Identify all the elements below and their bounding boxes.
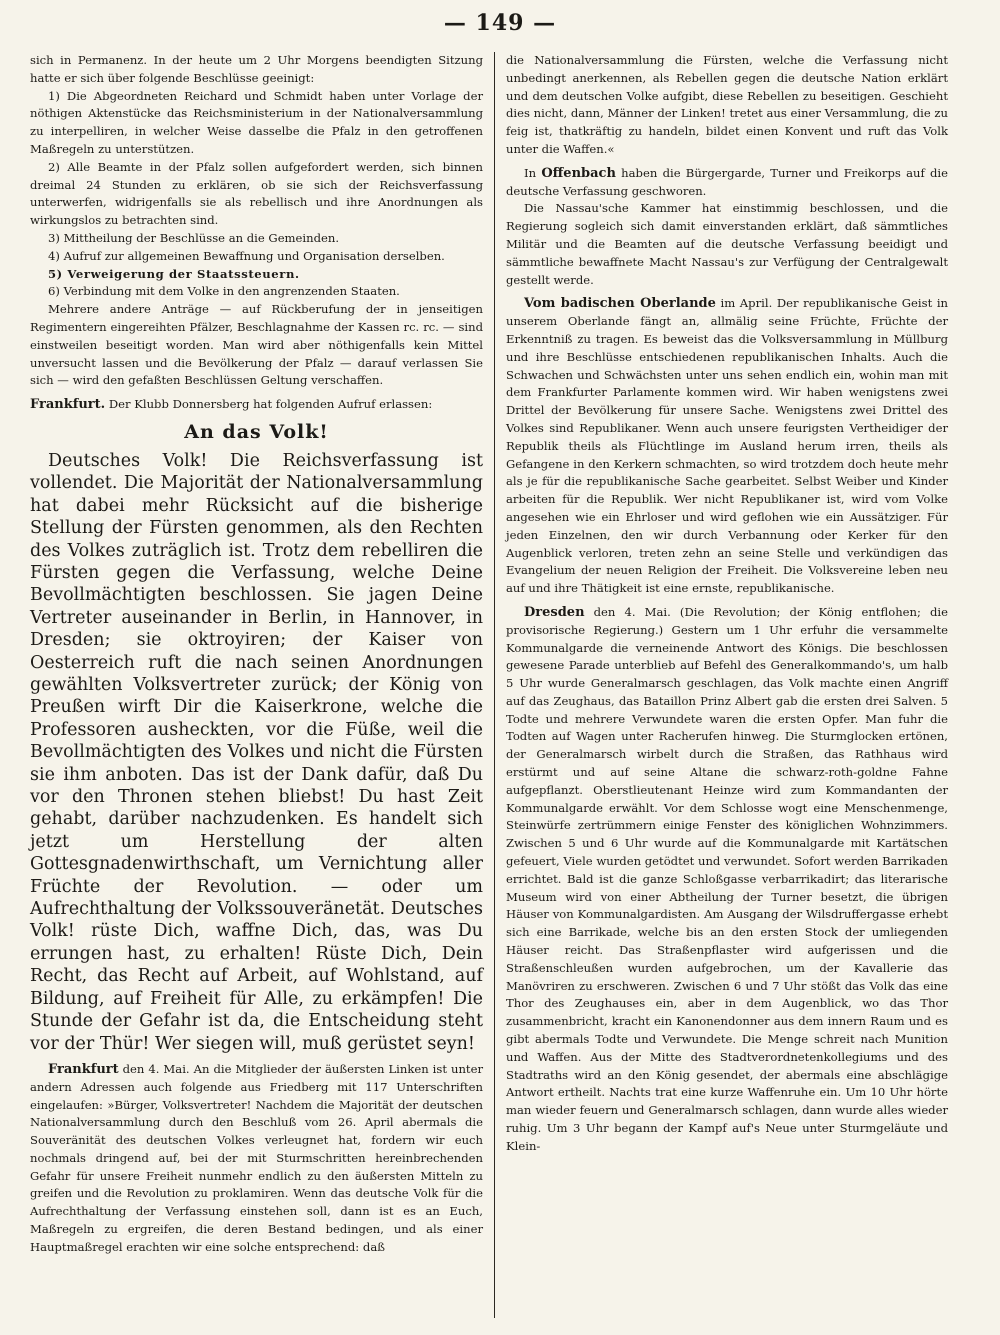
article-paragraph: die Nationalversammlung die Fürsten, welche die Verfassung nicht unbedingt anerkennen, als Rebellen gegen die deutsche Nation erklärt und dem deutschen Volke aufgibt, diese Rebellen zu beseitigen. Geschieht dies nicht, dann, Männer der Linken! tretet aus einer Versammlung, die zu feig ist, thatkräftig zu handeln, bildet einen Konvent und ruft das Volk unter die Waffen.« (506, 53, 948, 156)
article-dresden (506, 604, 948, 1156)
article-paragraph: sich in Permanenz. In der heute um 2 Uhr Morgens beendigten Sitzung hatte er sich über folgende Beschlüsse geeinigt: (30, 53, 483, 85)
dateline-dresden: Dresden (524, 604, 585, 620)
resolution-item: 6) Verbindung mit dem Volke in den angrenzenden Staaten. (48, 284, 400, 299)
resolution-item: 4) Aufruf zur allgemeinen Bewaffnung und Organisation derselben. (48, 248, 445, 263)
appeal-text: Deutsches Volk! Die Reichsverfassung ist vollendet. Die Majorität der Nationalversammlung hat dabei mehr Rücksicht auf die bisherige Stellung der Fürsten genommen, als den Rechten des Volkes zuträglich ist. Trotz dem rebelliren die Fürsten gegen die Verfassung, welche Deine Bevollmächtigten beschlossen. Sie jagen Deine Vertreter auseinander in Berlin, in Hannover, in Dresden; sie oktroyiren; der Kaiser von Oesterreich ruft die nach seinen Anordnungen gewählten Volksvertreter zurück; der König von Preußen wirft Dir die Kaiserkrone, welche die Professoren ausheckten, vor die Füße, weil die Bevollmächtigten des Volkes und nicht die Fürsten sie ihm anboten. Das ist der Dank dafür, daß Du vor den Thronen stehen bliebst! Du hast Zeit gehabt, darüber nachzudenken. Es handelt sich jetzt um Herstellung der alten Gottesgnadenwirthschaft, um Vernichtung aller Früchte der Revolution. — oder um Aufrechthaltung der Volkssouveränetät. Deutsches Volk! rüste Dich, waffne Dich, das, was Du errungen hast, zu erhalten! Rüste Dich, Dein Recht, das Recht auf Arbeit, auf Wohlstand, auf Bildung, auf Freiheit für Alle, zu erkämpfen! Die Stunde der Gefahr ist da, die Entscheidung steht vor der Thür! Wer siegen will, muß gerüstet seyn! (30, 450, 483, 1054)
article-baden (506, 295, 948, 598)
dateline-baden: Vom badischen Oberlande (524, 296, 716, 312)
article-frankfurt-may (30, 1061, 483, 1257)
article-frankfurt-club (30, 396, 483, 414)
article-text: im April. Der republikanische Geist in unserem Oberlande fängt an, allmälig seine Früchte, Früchte der Erkenntniß zu tragen. Es beweist das die Volksversammlung in Müllburg und ihre Beschlüsse entschiedenen republikanischen Inhalts. Auch die Schwachen und Schwächsten unter uns sehen endlich ein, wohin man mit dem Frankfurter Parlamente kommen wird. Wir haben wenigstens zwei Drittel der Bevölkerung für unsere Sache. Wenigstens zwei Drittel des Volkes sind Republikaner. Wenn auch unsere feurigsten Vertheidiger der Republik theils als Flüchtlinge im Ausland herum irren, theils als Gefangene in den Kerkern schmachten, so wird trotzdem doch heute mehr als je für die republikanische Sache gearbeitet. Selbst Weiber und Kinder arbeiten für die Republik. Wer nicht Republikaner ist, wird vom Volke angesehen wie ein Ehrloser und wird geflohen wie ein Aussätziger. Für jeden Einzelnen, den wir durch Verbannung oder Kerker für den Augenblick verloren, treten zehn an seine Stelle und verkündigen das Evangelium der neuen Religion der Freiheit. Die Volksvereine leben neu auf und ihre Thätigkeit ist eine ernste, republikanische. (506, 296, 949, 596)
resolution-item: 1) Die Abgeordneten Reichard und Schmidt haben unter Vorlage der nöthigen Aktenstücke das Reichsministerium in der Nationalversammlung zu interpelliren, in welcher Weise dasselbe die Pfalz in den getroffenen Maßregeln zu unterstützen. (30, 88, 483, 156)
left-column (30, 52, 483, 1257)
article-text: In (524, 165, 542, 180)
dateline-frankfurt: Frankfurt (48, 1061, 119, 1077)
right-column (506, 52, 948, 1156)
page-number: — 149 — (443, 10, 557, 36)
resolution-item: 5) Verweigerung der Staatssteuern. (48, 266, 300, 281)
article-nassau: Die Nassau'sche Kammer hat einstimmig beschlossen, und die Regierung sogleich sich damit einverstanden erklärt, daß sämmtliches Militär und die Beamten auf die deutsche Verfassung beeidigt und sämmtliche bewaffnete Macht Nassau's zur Verfügung der Centralgewalt gestellt werde. (506, 201, 948, 287)
resolution-item: 2) Alle Beamte in der Pfalz sollen aufgefordert werden, sich binnen dreimal 24 Stunden zu erklären, ob sie sich der Reichsverfassung unterwerfen, widrigenfalls sie als rebellisch und ihre Anordnungen als wirkungslos zu betrachten sind. (30, 159, 483, 228)
article-text: haben die Bürgergarde, Turner und Freikorps auf die deutsche Verfassung geschworen. (506, 165, 948, 198)
dateline-offenbach: Offenbach (541, 165, 616, 181)
article-text: den 4. Mai. (Die Revolution; der König entflohen; die provisorische Regierung.) Gestern um 1 Uhr erfuhr die versammelte Kommunalgarde die verneinende Antwort des Königs. Die beschlossen gewesene Parade unterblieb auf Befehl des Generalkommando's, um halb 5 Uhr wurde Generalmarsch geschlagen, das Volk machte einen Angriff auf das Zeughaus, das Bataillon Prinz Albert gab die ersten drei Salven. 5 Todte und mehrere Verwundete waren die ersten Opfer. Man fuhr die Todten auf Wagen unter Racherufen hinweg. Die Sturmglocken ertönen, der Generalmarsch wirbelt durch die Straßen, das Rathhaus wird erstürmt und auf seine Altane die schwarz-roth-goldne Fahne aufgepflanzt. Oberstlieutenant Heinze wird zum Kommandanten der Kommunalgarde erwählt. Vor dem Schlosse wogt eine Menschenmenge, Steinwürfe zertrümmern einige Fenster des königlichen Wohnzimmers. Zwischen 5 und 6 Uhr wurde auf die Kommunalgarde mit Kartätschen gefeuert, Viele wurden getödtet und verwundet. Sofort werden Barrikaden errichtet. Bald ist die ganze Schloßgasse verbarrikadirt; das literarische Museum wird von einer Abtheilung der Turner besetzt, die übrigen Häuser von Kommunalgardisten. Am Ausgang der Wilsdruffergasse erhebt sich eine Barrikade, welche bis an den ersten Stock der umliegenden Häuser reicht. Das Straßenpflaster wird aufgerissen und die Straßenschleußen wurden aufgebrochen, um der Kavallerie das Manövriren zu erschweren. Zwischen 6 und 7 Uhr stößt das Volk das eine Thor des Zeughauses ein, aber in dem Augenblick, wo das Thor zusammenbricht, kracht ein Kanonendonner aus dem innern Raum und es gibt abermals Todte und Verwundete. Die Menge schreit nach Munition und Waffen. Aus der Mitte des Stadtverordnetenkollegiums und des Stadtraths wird an den König gesendet, der abermals eine abschlägige Antwort ertheilt. Nachts trat eine kurze Waffenruhe ein. Um 10 Uhr hörte man wieder feuern und Generalmarsch schlagen, dann wurde alles wieder ruhig. Um 3 Uhr begann der Kampf auf's Neue unter Sturmgeläute und Klein- (506, 604, 948, 1153)
article-paragraph: Mehrere andere Anträge — auf Rückberufung der in jenseitigen Regimentern eingereihten Pfälzer, Beschlagnahme der Kassen rc. rc. — sind einstweilen beseitigt worden. Man wird aber nöthigenfalls kein Mittel unversucht lassen und die Bevölkerung der Pfalz — darauf verlassen Sie sich — wird den gefaßten Beschlüssen Geltung verschaffen. (30, 302, 483, 388)
article-offenbach (506, 165, 948, 201)
appeal-title: An das Volk! (184, 420, 329, 443)
column-divider (494, 52, 495, 1318)
article-text: den 4. Mai. An die Mitglieder der äußersten Linken ist unter andern Adressen auch folgende aus Friedberg mit 117 Unterschriften eingelaufen: »Bürger, Volksvertreter! Nachdem die Majorität der deutschen Nationalversammlung durch den Beschluß vom 26. April abermals die Souveränität des deutschen Volkes verleugnet hat, fordern wir euch nochmals dringend auf, bei der mit Sturmschritten hereinbrechenden Gefahr für unsere Freiheit nunmehr endlich zu den äußersten Mitteln zu greifen und die Revolution zu proklamiren. Wenn das deutsche Volk für die Aufrechthaltung der Verfassung einstehen soll, dann ist es an Euch, Maßregeln zu ergreifen, die deren Bestand bedingen, und als einer Hauptmaßregel erachten wir eine solche entsprechend: daß (30, 1061, 483, 1254)
dateline-frankfurt: Frankfurt. (30, 397, 106, 413)
article-text: Der Klubb Donnersberg hat folgenden Aufruf erlassen: (105, 397, 433, 412)
resolution-item: 3) Mittheilung der Beschlüsse an die Gemeinden. (48, 230, 340, 245)
